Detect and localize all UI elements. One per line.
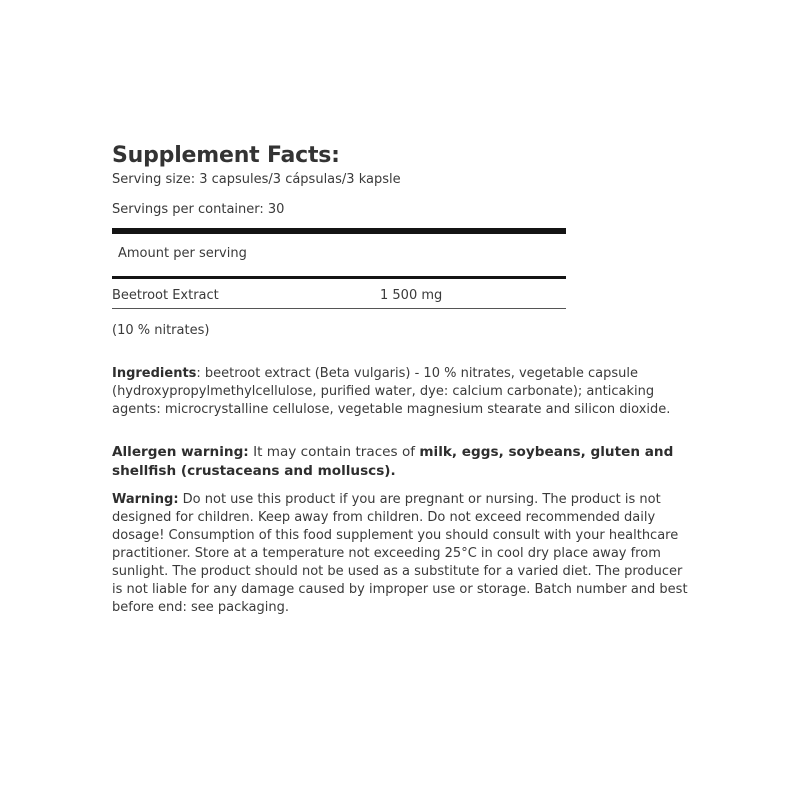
panel-title: Supplement Facts: — [112, 143, 340, 168]
nitrates-note: (10 % nitrates) — [112, 323, 210, 338]
warning-label: Warning: — [112, 492, 179, 507]
allergen-paragraph — [112, 443, 692, 481]
table-row — [112, 279, 692, 308]
amount-per-serving-header: Amount per serving — [118, 246, 247, 261]
allergen-label: Allergen warning: — [112, 444, 249, 460]
ingredient-amount: 1 500 mg — [380, 288, 443, 303]
ingredients-text: : beetroot extract (Beta vulgaris) - 10 % nitrates, vegetable capsule (hydroxypropylmethylcellulose, purified water, dye: calcium carbonate); anticaking agents: microcrystalline cellulose, vegetable magnesium stearate and silicon dioxide. — [112, 366, 671, 417]
allergen-list: milk, eggs, soybeans, gluten and shellfish (crustaceans and molluscs). — [112, 444, 674, 479]
allergen-text: It may contain traces of — [248, 444, 420, 460]
supplement-facts-panel — [112, 143, 692, 617]
thin-divider — [112, 308, 566, 309]
ingredients-label: Ingredients — [112, 366, 197, 381]
warning-paragraph — [112, 491, 692, 617]
servings-per-container: Servings per container: 30 — [112, 202, 285, 217]
ingredients-paragraph — [112, 365, 692, 419]
serving-size: Serving size: 3 capsules/3 cápsulas/3 kapsle — [112, 172, 401, 187]
warning-text: Do not use this product if you are pregnant or nursing. The product is not designed for children. Keep away from children. Do not exceed recommended daily dosage! Consumption of this food supplement you should consult with your healthcare practitioner. Store at a temperature not exceeding 25°C in cool dry place away from sunlight. The product should not be used as a substitute for a varied diet. The producer is not liable for any damage caused by improper use or storage. Batch number and best before end: see packaging. — [112, 492, 688, 615]
ingredient-name: Beetroot Extract — [112, 288, 219, 303]
